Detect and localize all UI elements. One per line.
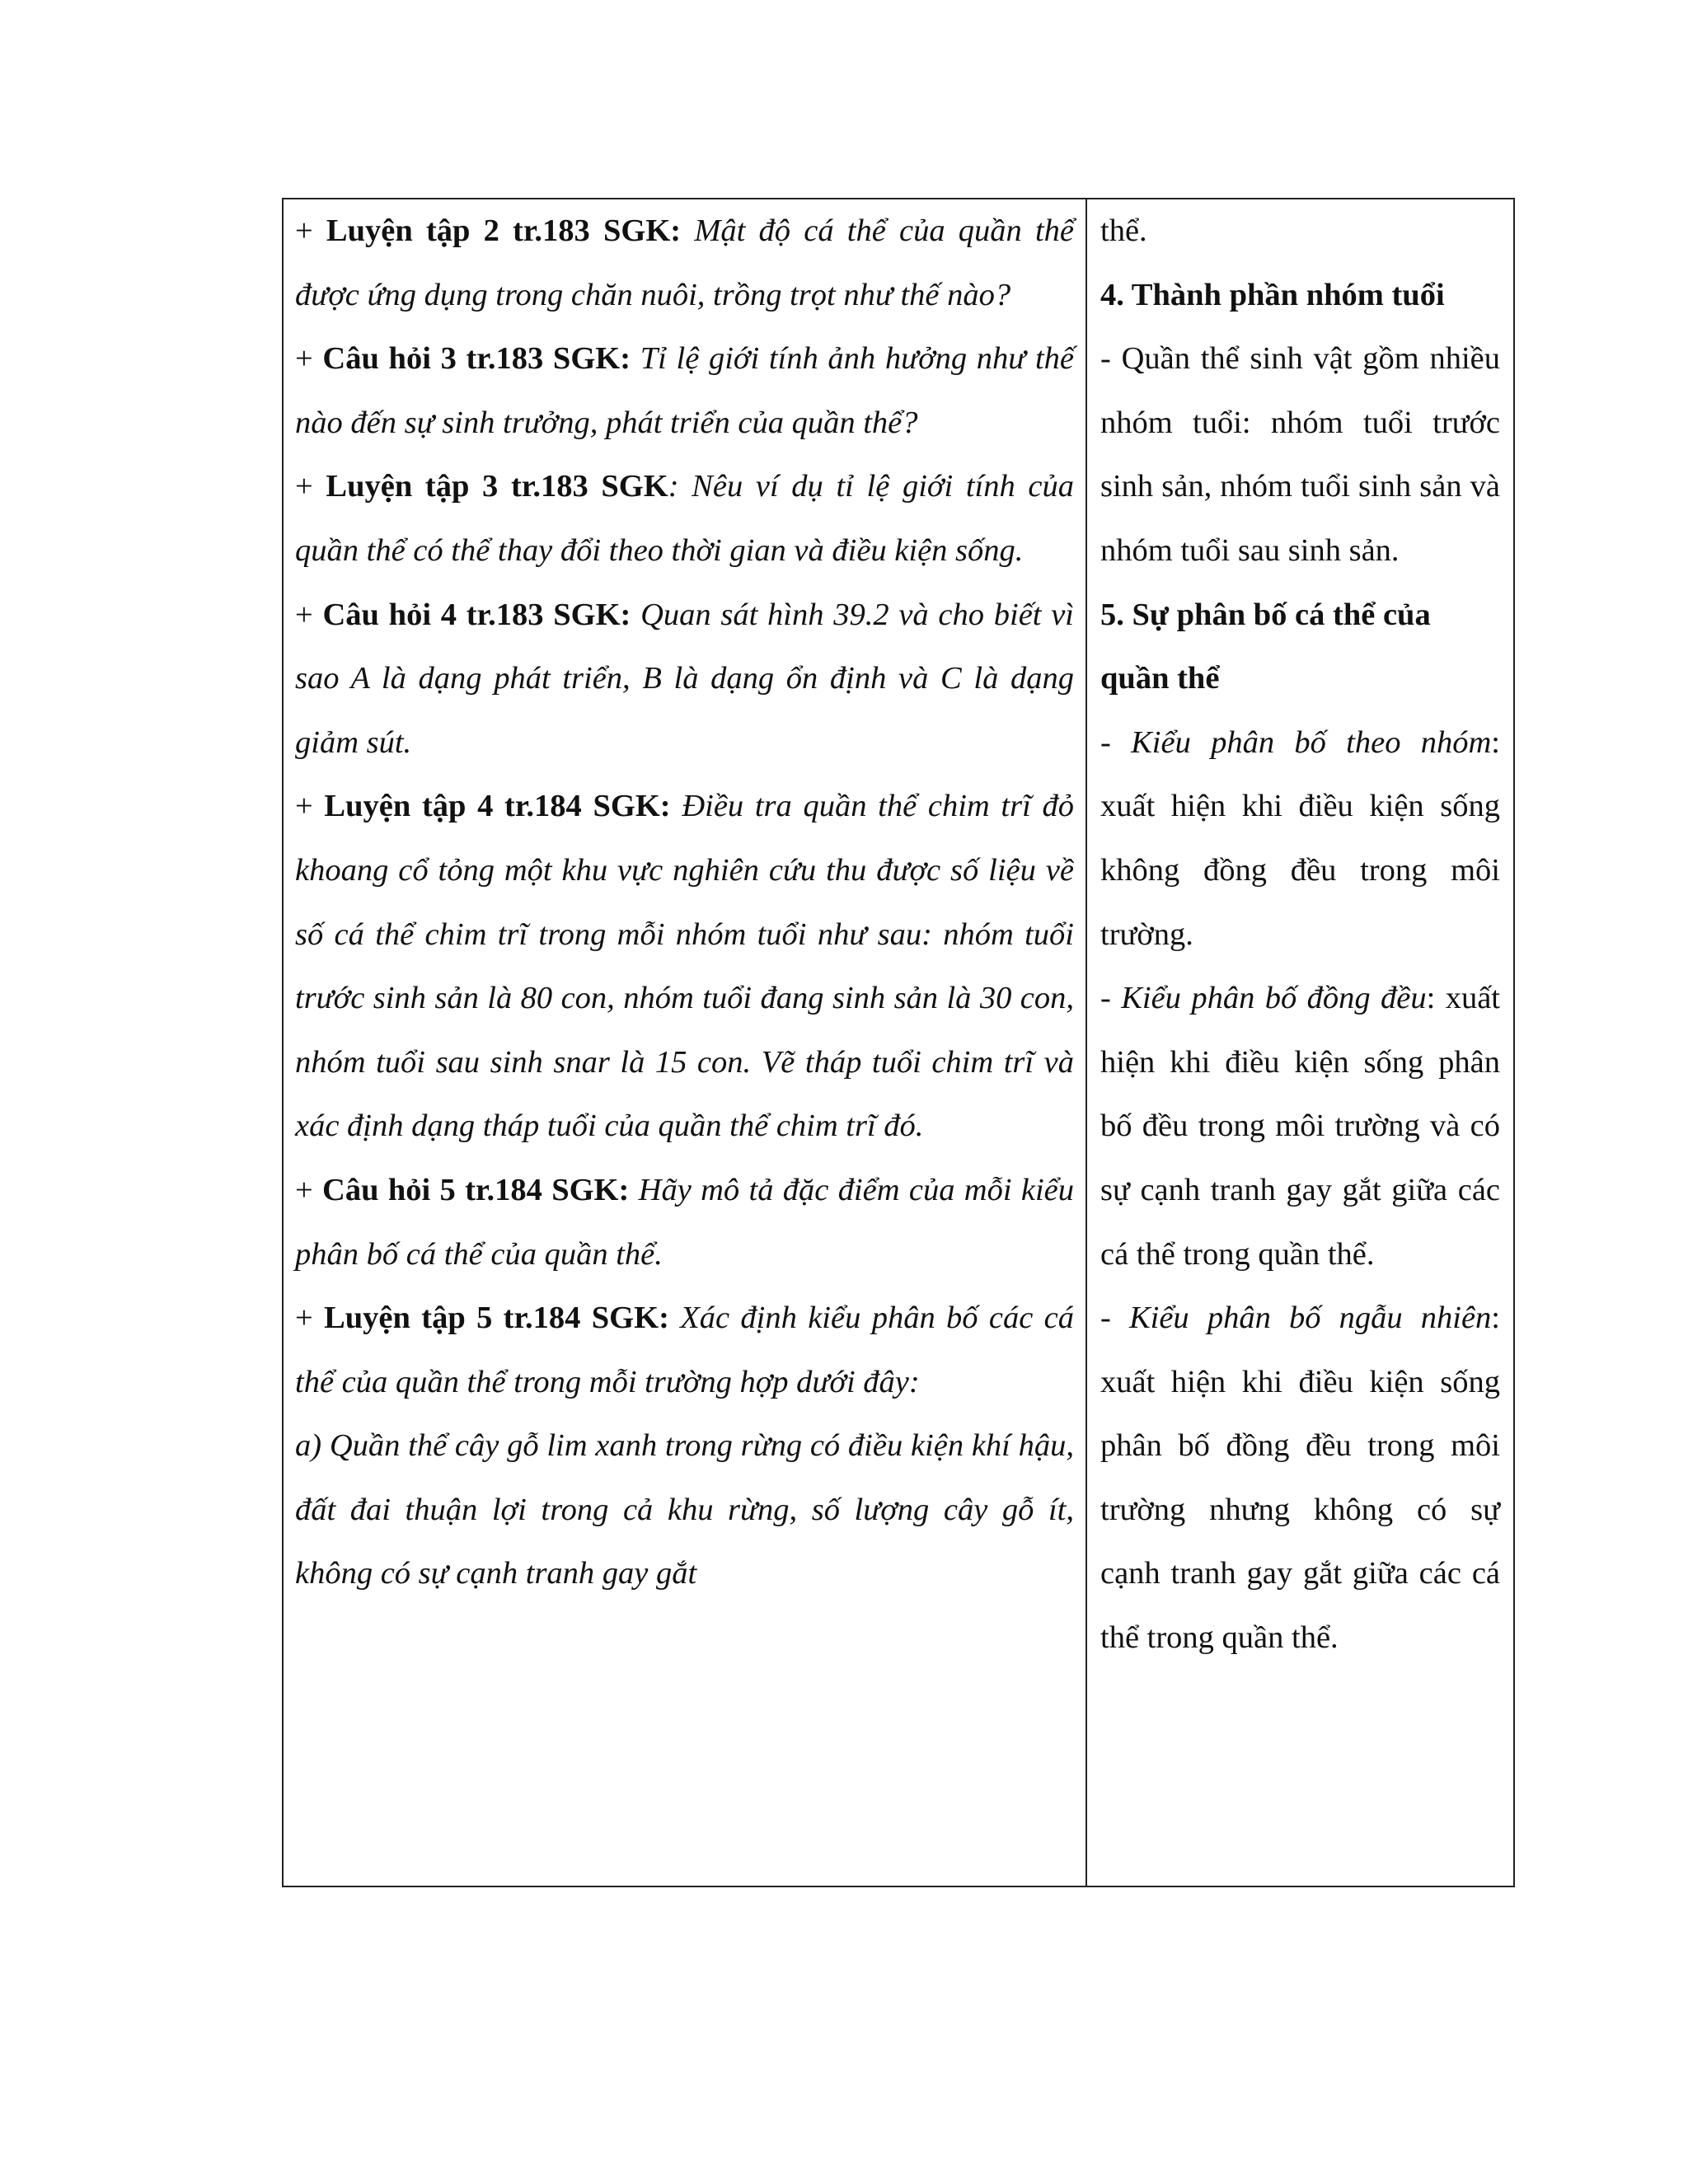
question-item [295,199,1074,327]
question-label: Câu hỏi 5 tr.184 SGK: [322,1172,630,1207]
question-text: Hãy mô tả đặc điểm của mỗi kiểu phân bố cá thể của quần thể. [295,1172,1075,1272]
distribution-text: : xuất hiện khi điều kiện sống phân bố đồng đều trong môi trường nhưng không có sự cạnh tranh gay gắt giữa các cá thể trong quần thể. [1100,1301,1500,1656]
distribution-text: : xuất hiện khi điều kiện sống không đồng đều trong môi trường. [1100,724,1500,952]
question-label: Luyện tập 2 tr.183 SGK: [326,213,682,248]
question-text: : Nêu ví dụ tỉ lệ giới tính của quần thể có thể thay đổi theo thời gian và điều kiện sống. [295,469,1074,568]
questions-column [284,199,1087,1886]
item-prefix: + [295,1301,325,1336]
section-5-heading: 5. Sự phân bố cá thể của quần thể [1100,597,1431,696]
distribution-text: : xuất hiện khi điều kiện sống phân bố đều trong môi trường và có sự cạnh tranh gay gắt giữa các cá thể trong quần thể. [1100,981,1500,1272]
section-4-text: - Quần thể sinh vật gồm nhiều nhóm tuổi: nhóm tuổi trước sinh sản, nhóm tuổi sinh sản và nhóm tuổi sau sinh sản. [1100,341,1500,568]
question-label: Luyện tập 4 tr.184 SGK: [324,789,671,824]
section-4-heading: 4. Thành phần nhóm tuổi [1100,277,1445,312]
item-dash: - [1100,1301,1129,1336]
question-item [295,1286,1074,1414]
question-item [295,775,1074,1159]
item-prefix: + [295,597,323,632]
question-label: Luyện tập 5 tr.184 SGK: [324,1301,669,1336]
distribution-item [1100,1286,1500,1671]
question-label: Luyện tập 3 tr.183 SGK [326,469,668,504]
case-a-text: a) Quần thể cây gỗ lim xanh trong rừng có điều kiện khí hậu, đất đai thuận lợi trong cả khu rừng, số lượng cây gỗ ít, không có sự cạnh tranh gay gắt [295,1428,1074,1591]
item-prefix: + [295,213,326,248]
question-item [295,1159,1074,1286]
answers-column [1087,199,1513,1886]
question-text: Tỉ lệ giới tính ảnh hưởng như thế nào đến sự sinh trưởng, phát triển của quần thể? [295,341,1074,440]
continuation-text: thể. [1100,213,1147,248]
question-text: Điều tra quần thể chim trĩ đỏ khoang cổ tỏng một khu vực nghiên cứu thu được số liệu về số cá thể chim trĩ trong mỗi nhóm tuổi như sau: nhóm tuổi trước sinh sản là 80 con, nhóm tuổi đang sinh sản là 30 con, nhóm tuổi sau sinh snar là 15 con. Vẽ tháp tuổi chim trĩ và xác định dạng tháp tuổi của quần thể chim trĩ đó. [295,789,1074,1144]
item-dash: - [1100,724,1132,760]
distribution-term: Kiểu phân bố ngẫu nhiên [1128,1301,1492,1336]
content-table [282,198,1515,1887]
question-label: Câu hỏi 3 tr.183 SGK: [322,341,631,377]
distribution-item [1100,967,1500,1286]
distribution-term: Kiểu phân bố đồng đều [1121,981,1427,1016]
question-item [295,327,1074,455]
question-label: Câu hỏi 4 tr.183 SGK: [322,597,631,632]
question-text: Mật độ cá thể của quần thể được ứng dụng trong chăn nuôi, trồng trọt như thế nào? [295,213,1075,312]
item-dash: - [1100,981,1122,1016]
question-text: Xác định kiểu phân bố các cá thể của quần thể trong mỗi trường hợp dưới đây: [295,1301,1074,1399]
question-text: Quan sát hình 39.2 và cho biết vì sao A là dạng phát triển, B là dạng ổn định và C là dạng giảm sút. [295,597,1074,760]
distribution-item [1100,711,1500,967]
question-item [295,455,1074,583]
item-prefix: + [295,341,323,377]
item-prefix: + [295,789,325,824]
question-item [295,583,1074,776]
item-prefix: + [295,1172,323,1207]
item-prefix: + [295,469,326,504]
distribution-term: Kiểu phân bố theo nhóm [1131,724,1492,760]
